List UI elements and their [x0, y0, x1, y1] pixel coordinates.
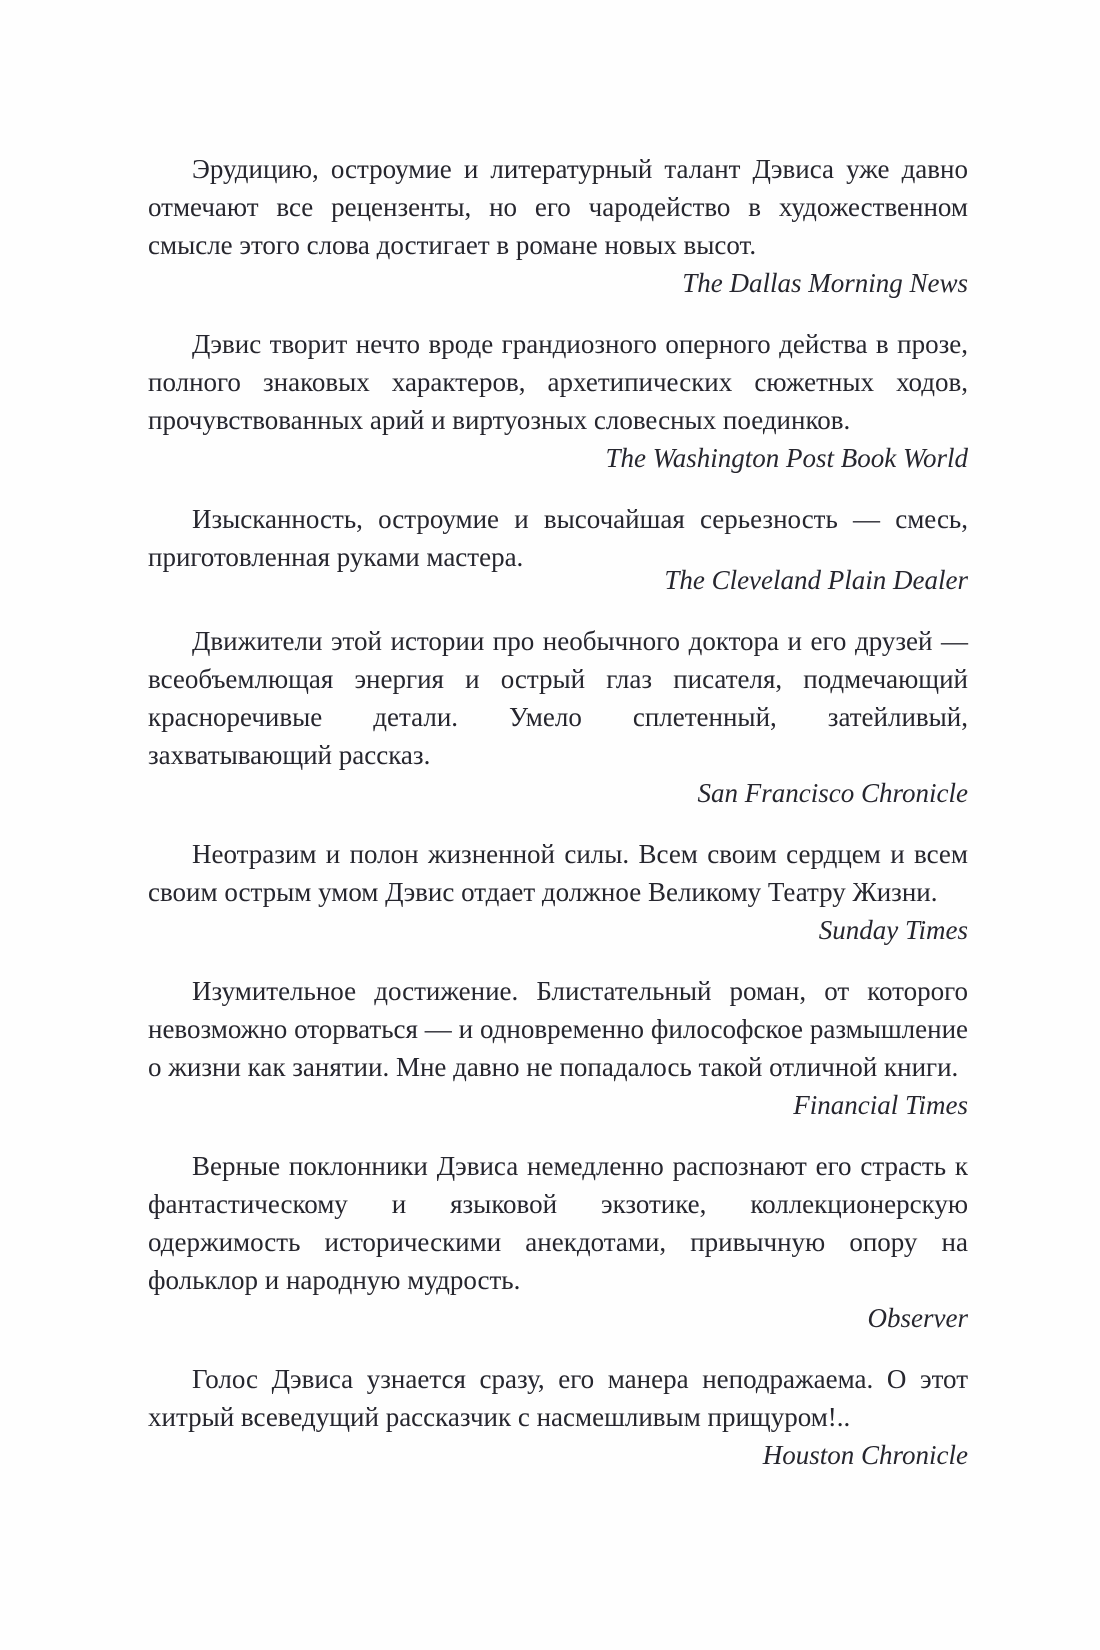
review-quote	[148, 622, 968, 812]
review-quote	[148, 150, 968, 302]
quote-text: Голос Дэвиса узнается сразу, его манера неподражаема. О этот хитрый всеведущий рассказчик с насмешливым прищуром!..	[148, 1364, 968, 1432]
review-quote	[148, 325, 968, 477]
review-quote	[148, 1147, 968, 1337]
quote-source: The Dallas Morning News	[682, 268, 968, 298]
quote-text: Движители этой истории про необычного доктора и его друзей — всеобъемлющая энергия и острый глаз писателя, подмечающий красноречивые детали. Умело сплетенный, затейливый, захватывающий рассказ.	[148, 626, 968, 770]
quote-source: The Cleveland Plain Dealer	[664, 565, 968, 595]
quote-source: San Francisco Chronicle	[697, 778, 968, 808]
quote-text: Дэвис творит нечто вроде грандиозного оперного действа в прозе, полного знаковых характеров, архетипических сюжетных ходов, прочувствованных арий и виртуозных словесных поединков.	[148, 329, 968, 435]
quote-text: Верные поклонники Дэвиса немедленно распознают его страсть к фантастическому и языковой экзотике, коллекционерскую одержимость историческими анекдотами, привычную опору на фольклор и народную мудрость.	[148, 1151, 968, 1295]
quote-text: Эрудицию, остроумие и литературный талант Дэвиса уже давно отмечают все рецензенты, но его чародейство в художественном смысле этого слова достигает в романе новых высот.	[148, 154, 968, 260]
quote-text: Изысканность, остроумие и высочайшая серьезность — смесь, приготовленная руками мастера.	[148, 504, 968, 572]
quote-source: Financial Times	[793, 1090, 968, 1120]
review-quote	[148, 835, 968, 949]
review-quote	[148, 972, 968, 1124]
quote-source: Sunday Times	[818, 915, 968, 945]
quote-text: Неотразим и полон жизненной силы. Всем своим сердцем и всем своим острым умом Дэвис отдает должное Великому Театру Жизни.	[148, 839, 968, 907]
review-quote	[148, 1360, 968, 1474]
quote-source: Observer	[867, 1303, 968, 1333]
quote-source: Houston Chronicle	[762, 1440, 968, 1470]
quote-source: The Washington Post Book World	[605, 443, 968, 473]
review-quote	[148, 500, 968, 599]
quote-text: Изумительное достижение. Блистательный роман, от которого невозможно оторваться — и одновременно философское размышление о жизни как занятии. Мне давно не попадалось такой отличной книги.	[148, 976, 968, 1082]
